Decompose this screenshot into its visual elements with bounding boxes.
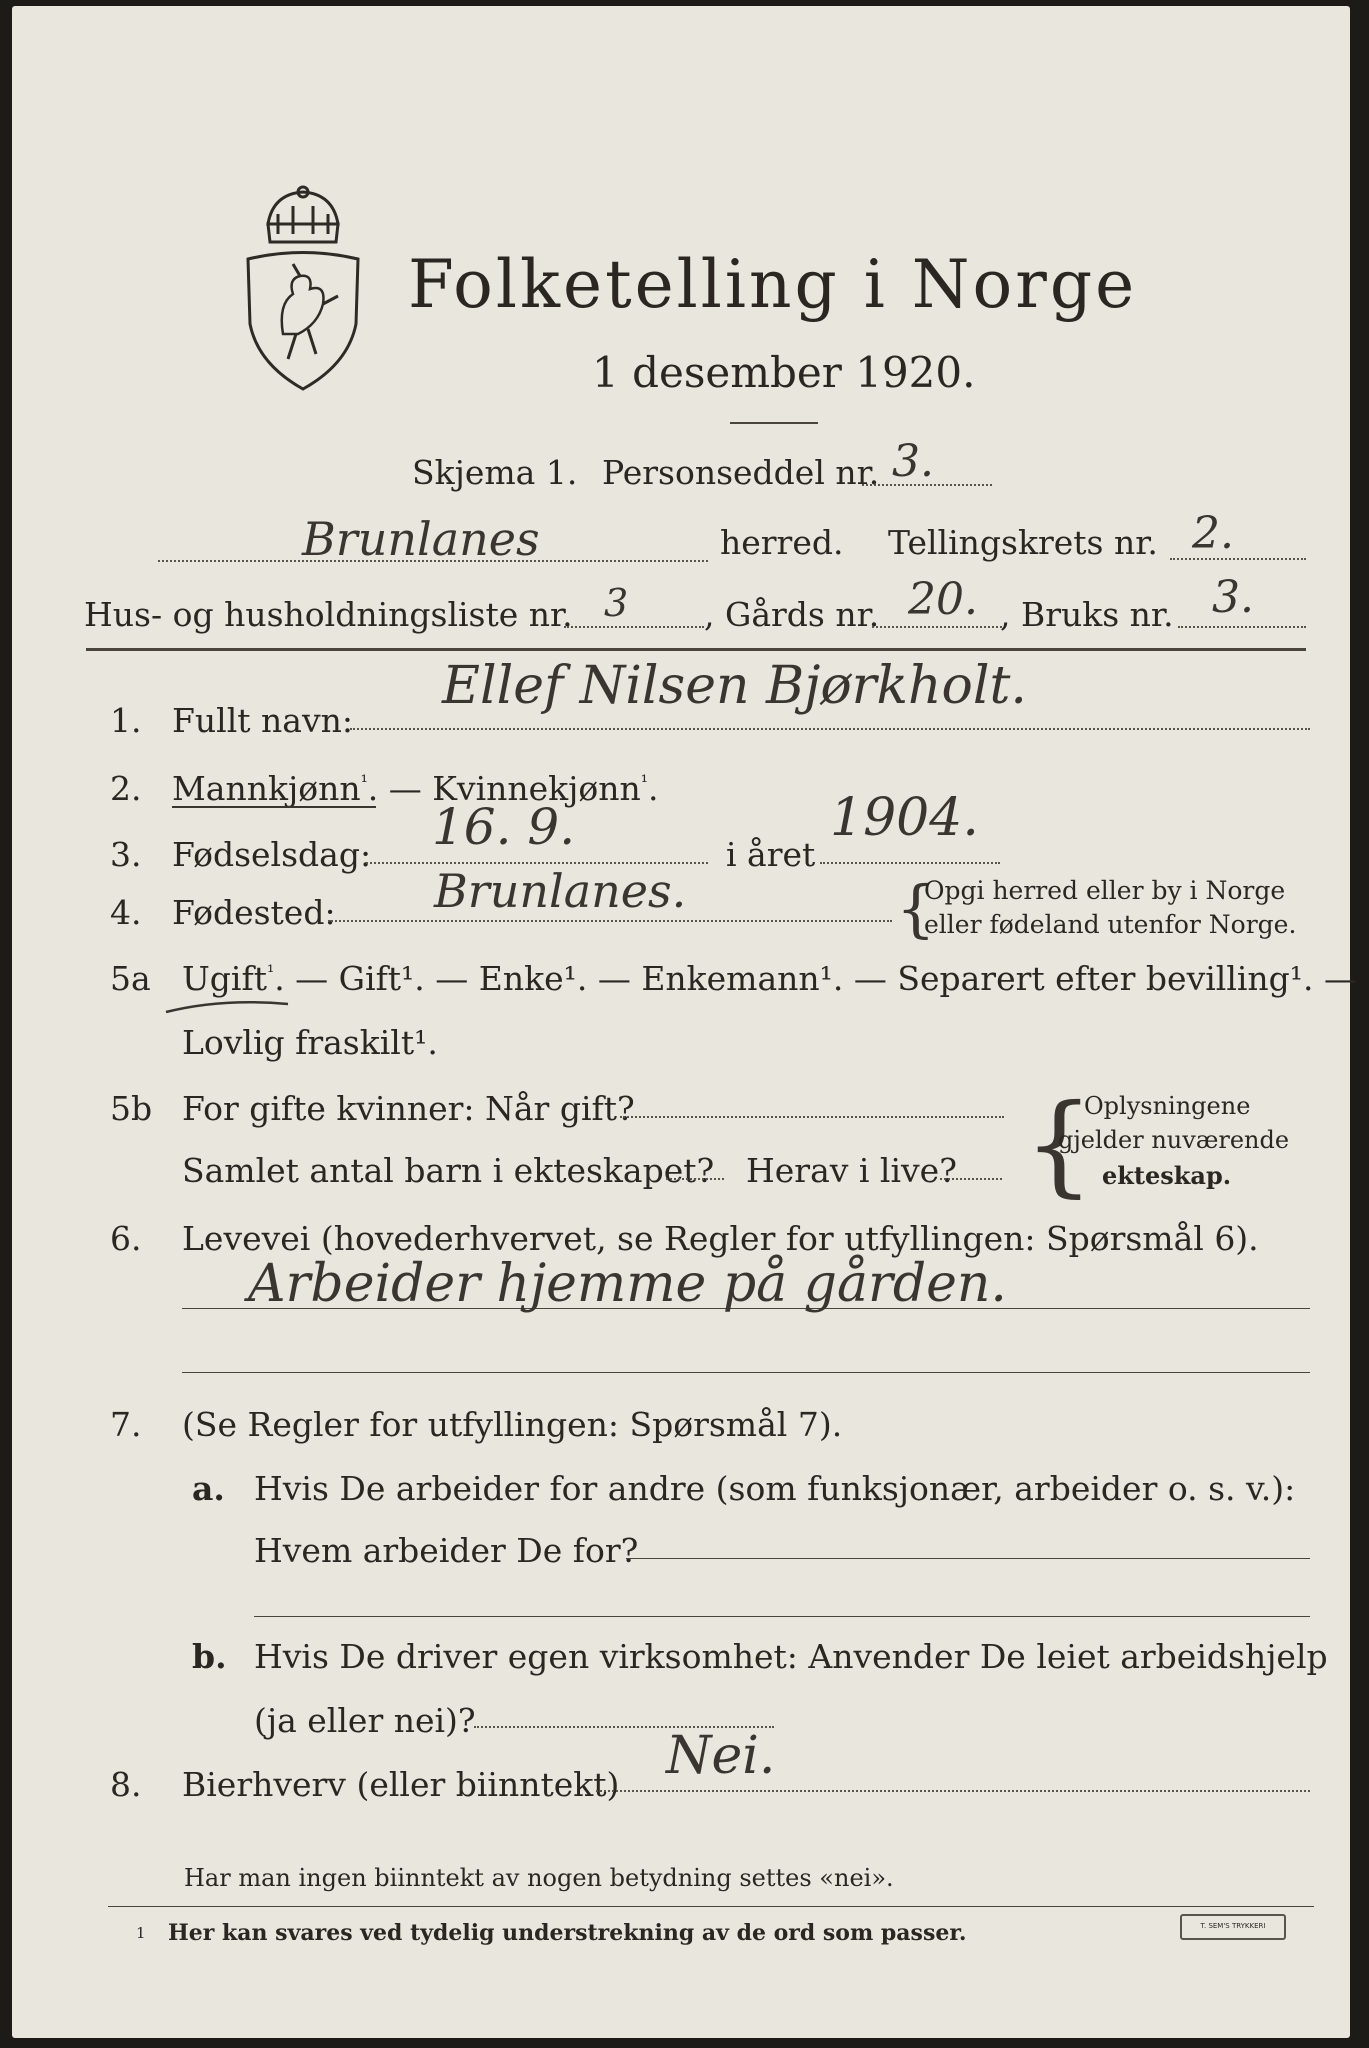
footnote-ref-female: ¹ (640, 772, 648, 793)
q3-number: 3. (110, 835, 142, 874)
marriage-date-field[interactable] (620, 1116, 1004, 1118)
side-income-value: Nei. (666, 1726, 776, 1786)
bruks-field[interactable] (1178, 626, 1306, 628)
q4-label: Fødested: (172, 893, 336, 932)
q7b-letter: b. (192, 1637, 227, 1676)
birth-year-field[interactable] (820, 862, 1000, 864)
personseddel-value: 3. (892, 436, 934, 487)
q4-note-line1: Opgi herred eller by i Norge (924, 876, 1286, 905)
birth-year-value: 1904. (830, 788, 979, 848)
title-divider (730, 422, 818, 424)
male-label: Mannkjønn (172, 769, 361, 808)
q7a-letter: a. (192, 1469, 225, 1508)
q5a-line2: Lovlig fraskilt¹. (182, 1023, 438, 1062)
footnote-text: Her kan svares ved tydelig understrekning av de ord som passer. (168, 1920, 967, 1946)
full-name-field[interactable] (350, 728, 1310, 730)
q7a-employer-label: Hvem arbeider De for? (254, 1531, 639, 1570)
birthday-value: 16. 9. (432, 798, 576, 856)
q7-label: (Se Regler for utfyllingen: Spørsmål 7). (182, 1405, 843, 1444)
q1-label: Fullt navn: (172, 701, 353, 740)
q3-label: Fødselsdag: (172, 835, 372, 874)
civil-status-rest: . — Gift¹. — Enke¹. — Enkemann¹. — Separert efter bevilling¹. — (274, 959, 1358, 998)
q5b-note-line3: ekteskap. (1102, 1161, 1232, 1190)
occupation-field-line2[interactable] (182, 1372, 1310, 1373)
q5b-note-line1: Oplysningene (1084, 1092, 1251, 1120)
q4-brace: { (896, 872, 936, 945)
q5b-alive-label: Herav i live? (746, 1151, 957, 1190)
q5b-number: 5b (110, 1089, 153, 1128)
male-underline-mark (172, 806, 376, 808)
hus-field[interactable] (564, 626, 704, 628)
q5b-note-line2: gjelder nuværende (1058, 1126, 1290, 1154)
children-alive-field[interactable] (940, 1178, 1002, 1180)
bruks-value: 3. (1212, 572, 1254, 623)
footnote-ref-ugift: ¹ (266, 962, 275, 983)
hus-value: 3 (604, 581, 629, 625)
hus-label: Hus- og husholdningsliste nr. (84, 595, 573, 634)
footnote-ref-male: ¹ (360, 772, 368, 793)
personseddel-label: Personseddel nr. (602, 453, 880, 492)
female-label: . — Kvinnekjønn (367, 769, 641, 808)
q8-number: 8. (110, 1765, 142, 1804)
employer-field-line2[interactable] (254, 1616, 1310, 1617)
header-rule (86, 648, 1306, 651)
footnote-mark: 1 (136, 1924, 146, 1942)
q7b-label: Hvis De driver egen virksomhet: Anvender De leiet arbeidshjelp (254, 1637, 1328, 1676)
q4-note-line2: eller fødeland utenfor Norge. (924, 910, 1297, 939)
side-income-field[interactable] (596, 1790, 1310, 1792)
tellingskrets-label: Tellingskrets nr. (888, 523, 1158, 562)
gards-field[interactable] (872, 626, 1002, 628)
birthplace-value: Brunlanes. (434, 864, 687, 918)
norwegian-coat-of-arms-icon (238, 184, 368, 394)
q5a-number: 5a (110, 959, 151, 998)
q8-label: Bierhverv (eller biinntekt) (182, 1765, 620, 1804)
gards-label: , Gårds nr. (704, 595, 880, 634)
unmarried-label: Ugift (182, 959, 267, 998)
ugift-underline-mark (162, 996, 292, 1018)
printer-stamp (1180, 1914, 1286, 1940)
q5b-children-label: Samlet antal barn i ekteskapet? (182, 1151, 715, 1190)
employer-field-line1[interactable] (626, 1558, 1310, 1559)
printer-stamp-text: T. SEM'S TRYKKERI (1200, 1922, 1266, 1930)
full-name-value: Ellef Nilsen Bjørkholt. (442, 656, 1027, 716)
form-title: Folketelling i Norge (408, 246, 1138, 323)
q5b-brace: { (1024, 1080, 1094, 1208)
census-date: 1 desember 1920. (592, 348, 976, 397)
herred-value: Brunlanes (302, 512, 540, 566)
biinntekt-note: Har man ingen biinntekt av nogen betydning settes «nei». (184, 1864, 894, 1892)
herred-label: herred. (720, 523, 844, 562)
q3-year-label: i året (726, 835, 816, 874)
q5b-label: For gifte kvinner: Når gift? (182, 1089, 635, 1128)
census-form-page (12, 6, 1358, 2038)
q1-number: 1. (110, 701, 142, 740)
q7b-hired-help-label: (ja eller nei)? (254, 1701, 476, 1740)
q6-number: 6. (110, 1219, 142, 1258)
bruks-label: , Bruks nr. (1000, 595, 1174, 634)
gards-value: 20. (908, 574, 978, 625)
occupation-value: Arbeider hjemme på gården. (248, 1254, 1007, 1314)
gender-male-option[interactable]: Mannkjønn$^{^1}$. — Kvinnekjønn$^{^1}$. (172, 769, 659, 808)
q4-number: 4. (110, 893, 142, 932)
q2-number: 2. (110, 769, 142, 808)
q7-number: 7. (110, 1405, 142, 1444)
tellingskrets-field[interactable] (1170, 558, 1306, 560)
skjema-label: Skjema 1. (412, 453, 578, 492)
children-count-field[interactable] (666, 1178, 724, 1180)
civil-status-options[interactable] (182, 959, 1358, 998)
footnote-divider (108, 1906, 1314, 1907)
tellingskrets-value: 2. (1192, 508, 1234, 559)
q7a-label: Hvis De arbeider for andre (som funksjonær, arbeider o. s. v.): (254, 1469, 1296, 1508)
q6-label: Levevei (hovederhvervet, se Regler for utfyllingen: Spørsmål 6). (182, 1219, 1259, 1258)
birthplace-field[interactable] (328, 920, 892, 922)
